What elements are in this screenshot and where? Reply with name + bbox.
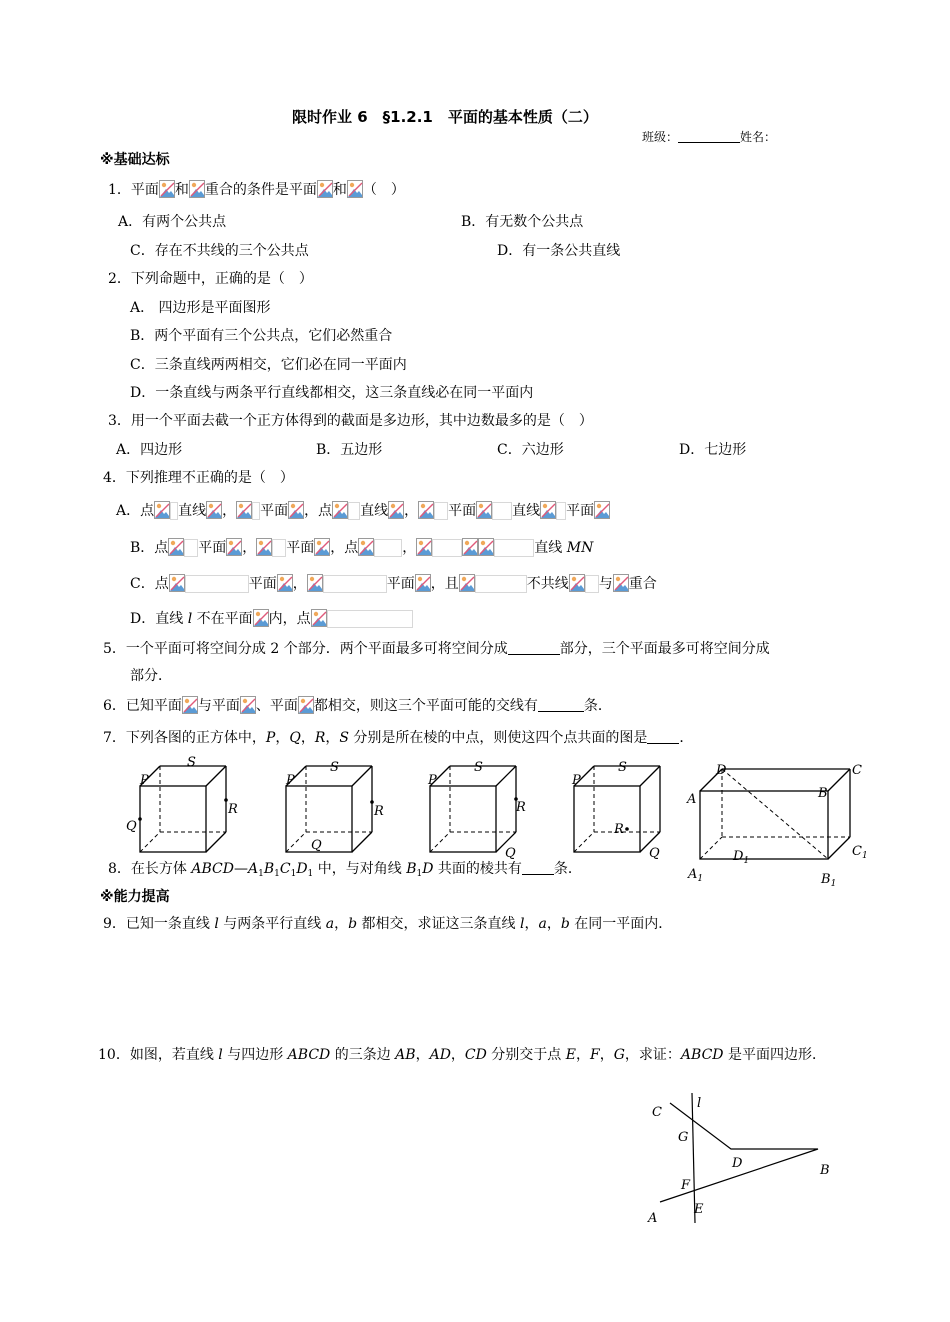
q9-sep: ， xyxy=(546,916,561,932)
q9-text-c: 都相交，求证这三条直线 xyxy=(357,916,520,932)
broken-image-icon xyxy=(253,609,269,627)
q4a-w4: ， xyxy=(304,503,319,519)
q1-option-b[interactable]: B．有无数个公共点 xyxy=(461,214,584,230)
cuboid-label-d1: $D_1$ xyxy=(733,849,750,866)
q7-r: R xyxy=(314,730,326,746)
cube-figure-1 xyxy=(118,752,248,860)
class-label: 班级： xyxy=(642,130,679,144)
q6-text-b: 与平面 xyxy=(197,698,240,714)
broken-image-icon xyxy=(288,501,304,519)
q10-abcd2: ABCD xyxy=(680,1047,724,1063)
cuboid-label-a1: $A_1$ xyxy=(688,867,704,884)
section-basic: ※基础达标 xyxy=(100,152,170,168)
q2-option-c[interactable]: C．三条直线两两相交，它们必在同一平面内 xyxy=(130,357,407,373)
q10-label: F xyxy=(681,1178,691,1193)
q10-sep: ， xyxy=(576,1047,590,1063)
cube-figure-3 xyxy=(408,752,538,860)
cube1-hidden-edge xyxy=(140,832,160,852)
q9-stem xyxy=(103,915,672,933)
cube4-label: S xyxy=(618,760,627,775)
cube3-label: R xyxy=(516,800,526,815)
broken-image-icon xyxy=(478,538,494,556)
broken-image-icon xyxy=(459,574,475,592)
q4b-mn: MN xyxy=(566,540,594,556)
q9-text-d: 在同一平面内． xyxy=(569,916,673,932)
q10-label: A xyxy=(648,1211,658,1226)
q10-text-f: ，求证： xyxy=(624,1047,681,1063)
q10-text-b: 与四边形 xyxy=(222,1047,288,1063)
q1-text-d: 和 xyxy=(332,182,347,198)
q1-stem xyxy=(108,180,405,199)
q6-text-c: 、平面 xyxy=(255,698,298,714)
cube1-label: Q xyxy=(126,819,137,834)
broken-image-icon xyxy=(277,574,293,592)
q10-label: G xyxy=(678,1130,689,1145)
q5-text-b: 部分，三个平面最多可将空间分成 xyxy=(559,641,770,657)
q9-b: b xyxy=(348,916,358,932)
q8-sub: 1 xyxy=(416,869,423,879)
q4b-w6: ， xyxy=(402,540,417,556)
q3-option-b[interactable]: B．五边形 xyxy=(316,442,383,458)
q10-text-c: 的三条边 xyxy=(330,1047,396,1063)
cube4-label: R xyxy=(614,822,624,837)
cube3-label: P xyxy=(428,773,437,788)
q8-d1: D xyxy=(296,861,308,877)
q9-l: l xyxy=(214,916,219,932)
q10-e: E xyxy=(565,1047,576,1063)
q1-text-c: 重合的条件是平面 xyxy=(204,182,317,198)
broken-image-icon xyxy=(314,538,330,556)
name-label: 姓名： xyxy=(740,130,777,144)
section-advanced: ※能力提高 xyxy=(100,889,170,905)
q6-blank[interactable] xyxy=(538,697,584,712)
q3-stem: 3．用一个平面去截一个正方体得到的截面是多边形，其中边数最多的是（ ） xyxy=(108,413,593,429)
q9-a: a xyxy=(325,916,335,932)
q7-text-b: 分别是所在棱的中点，则使这四个点共面的图是 xyxy=(348,730,648,746)
q7-text-c: ． xyxy=(679,730,694,746)
q10-l: l xyxy=(218,1047,223,1063)
q4a-label: A．点 xyxy=(116,503,155,519)
cube4-hidden-edge xyxy=(574,832,594,852)
broken-image-icon xyxy=(169,574,185,592)
q9-b2: b xyxy=(560,916,570,932)
broken-image-icon xyxy=(540,501,556,519)
q1-option-c[interactable]: C．存在不共线的三个公共点 xyxy=(130,243,309,259)
cube1-edge xyxy=(206,766,226,786)
q4b-w7: 直线 xyxy=(534,540,567,556)
q7-sep-1: ， xyxy=(275,730,290,746)
q9-sep: ， xyxy=(334,916,349,932)
cuboid-label-d: D xyxy=(716,763,727,778)
q4a-w8: 平面 xyxy=(448,503,477,519)
q8-sub: 1 xyxy=(258,869,264,879)
broken-image-icon xyxy=(154,501,170,519)
broken-image-icon xyxy=(240,696,256,714)
cube2-edge xyxy=(352,766,372,786)
q7-blank[interactable] xyxy=(647,729,679,744)
q4b-w5: 点 xyxy=(344,540,359,556)
q10-text-a: 10．如图，若直线 xyxy=(98,1047,219,1063)
q6-stem xyxy=(103,696,612,715)
cuboid-hidden-edge xyxy=(700,837,722,859)
q4c-w7: 与 xyxy=(598,576,613,592)
cuboid-label-c1: $C_1$ xyxy=(852,844,868,861)
q8-d-diag: D xyxy=(422,861,434,877)
q6-text-e: 条． xyxy=(583,698,612,714)
q8-text-a: 8．在长方体 xyxy=(108,861,192,877)
q5-text-c: 部分． xyxy=(130,668,172,684)
cube1-edge xyxy=(206,832,226,852)
q8-a1: A xyxy=(247,861,259,877)
q4c-label: C．点 xyxy=(130,576,169,592)
cuboid-diagonal xyxy=(722,769,828,859)
q10-label: B xyxy=(820,1163,830,1178)
cube2-hidden-edge xyxy=(286,832,306,852)
q8-sub: 1 xyxy=(307,869,314,879)
q10-f: F xyxy=(590,1047,600,1063)
q8-text-c: 共面的棱共有 xyxy=(433,861,522,877)
q4a-w9: 直线 xyxy=(512,503,541,519)
q8-b1-diag: B xyxy=(406,861,417,877)
q10-ad: AD xyxy=(429,1047,451,1063)
q7-p: P xyxy=(265,730,276,746)
q4a-w1: 直线 xyxy=(178,503,207,519)
q4b-label: B．点 xyxy=(130,540,169,556)
q10-stem xyxy=(98,1046,826,1064)
q3-option-c[interactable]: C．六边形 xyxy=(497,442,564,458)
q6-text-a: 6．已知平面 xyxy=(103,698,182,714)
broken-image-icon xyxy=(226,538,242,556)
q8-b1: B xyxy=(263,861,275,877)
broken-image-icon xyxy=(594,501,610,519)
q2-option-d[interactable]: D．一条直线与两条平行直线都相交，这三条直线必在同一平面内 xyxy=(130,385,534,401)
broken-image-icon xyxy=(388,501,404,519)
q4a-w2: ， xyxy=(222,503,237,519)
class-blank[interactable] xyxy=(678,128,740,143)
broken-image-icon xyxy=(298,696,314,714)
q4c-w4: ， xyxy=(430,576,445,592)
q7-q: Q xyxy=(289,730,301,746)
broken-image-icon xyxy=(307,574,323,592)
q4a-w7: ， xyxy=(404,503,419,519)
q10-sep: ， xyxy=(599,1047,614,1063)
q4b-w3: 平面 xyxy=(286,540,315,556)
q10-text-d: 分别交于点 xyxy=(486,1047,566,1063)
broken-image-icon xyxy=(256,538,272,556)
broken-image-icon xyxy=(168,538,184,556)
cube3-label: S xyxy=(474,760,483,775)
broken-image-icon xyxy=(311,609,327,627)
broken-image-icon xyxy=(476,501,492,519)
q4-option-d[interactable] xyxy=(130,609,413,628)
q7-stem xyxy=(103,729,693,747)
q10-text-g: 是平面四边形． xyxy=(723,1047,826,1063)
q7-text-a: 7．下列各图的正方体中， xyxy=(103,730,266,746)
broken-image-icon xyxy=(182,696,198,714)
broken-image-icon xyxy=(418,501,434,519)
q4c-w6: 不共线 xyxy=(526,576,569,592)
q3-option-d[interactable]: D．七边形 xyxy=(679,442,747,458)
cube1-label: S xyxy=(187,755,196,770)
q10-g: G xyxy=(613,1047,625,1063)
q10-ab: AB xyxy=(395,1047,416,1063)
cube4-edge xyxy=(640,766,660,786)
q5-line1 xyxy=(103,640,770,658)
q4-stem: 4．下列推理不正确的是（ ） xyxy=(103,470,294,486)
cube3-label: Q xyxy=(505,846,516,860)
q1-option-d[interactable]: D．有一条公共直线 xyxy=(497,243,621,259)
q9-sep: ， xyxy=(524,916,539,932)
q10-label: C xyxy=(652,1105,662,1120)
q9-text-b: 与两条平行直线 xyxy=(218,916,326,932)
q5-line2 xyxy=(130,667,172,685)
q10-label: E xyxy=(694,1202,704,1217)
cuboid-figure xyxy=(682,756,872,888)
cube1-label: P xyxy=(140,773,149,788)
broken-image-icon xyxy=(317,180,333,198)
q4c-w3: 平面 xyxy=(386,576,415,592)
q8-blank[interactable] xyxy=(522,860,554,875)
q8-abcd: ABCD xyxy=(191,861,234,877)
cube2-label: Q xyxy=(311,838,322,853)
broken-image-icon xyxy=(358,538,374,556)
q4a-w10: 平面 xyxy=(566,503,595,519)
broken-image-icon xyxy=(332,501,348,519)
q10-abcd: ABCD xyxy=(287,1047,331,1063)
cube1-point xyxy=(138,817,142,821)
q4-option-a[interactable] xyxy=(116,501,610,520)
broken-image-icon xyxy=(569,574,585,592)
cube2-label: R xyxy=(374,804,384,819)
broken-image-icon xyxy=(416,538,432,556)
class-name-line xyxy=(642,128,776,146)
q4d-l: l xyxy=(187,611,193,627)
cube2-label: P xyxy=(286,773,295,788)
q8-c1: C xyxy=(279,861,291,877)
q10-label: D xyxy=(732,1156,743,1171)
q8-stem xyxy=(108,860,582,883)
q4c-w8: 重合 xyxy=(628,576,657,592)
q4d-w2: 内，点 xyxy=(268,611,311,627)
q8-sub: 1 xyxy=(290,869,297,879)
q8-text-d: 条． xyxy=(553,861,582,877)
q4d-label: D．直线 xyxy=(130,611,184,627)
q10-figure xyxy=(640,1085,840,1235)
broken-image-icon xyxy=(206,501,222,519)
q4c-w1: 平面 xyxy=(248,576,277,592)
cuboid-label-a: A xyxy=(687,792,697,807)
cube4-point xyxy=(625,827,629,831)
q8-text-b: 中，与对角线 xyxy=(313,861,407,877)
q9-l2: l xyxy=(519,916,525,932)
q9-a2: a xyxy=(538,916,547,932)
broken-image-icon xyxy=(189,180,205,198)
q10-label: l xyxy=(697,1096,702,1111)
q1-option-a[interactable]: A．有两个公共点 xyxy=(118,214,227,230)
broken-image-icon xyxy=(159,180,175,198)
q5-blank-1[interactable] xyxy=(508,640,560,655)
q8-sub: 1 xyxy=(274,869,280,879)
q10-sep: ， xyxy=(415,1047,430,1063)
cube-figure-2 xyxy=(264,752,394,860)
broken-image-icon xyxy=(347,180,363,198)
broken-image-icon xyxy=(462,538,478,556)
broken-image-icon xyxy=(613,574,629,592)
q7-s: S xyxy=(339,730,349,746)
cube3-hidden-edge xyxy=(430,832,450,852)
q4a-w6: 直线 xyxy=(360,503,389,519)
cuboid-edge xyxy=(828,769,850,791)
q4d-w1: 不在平面 xyxy=(192,611,253,627)
q4a-w3: 平面 xyxy=(260,503,289,519)
q10-sep: ， xyxy=(450,1047,465,1063)
q2-stem: 2．下列命题中，正确的是（ ） xyxy=(108,271,313,287)
cuboid-label-c: C xyxy=(852,763,862,778)
cube-figure-4 xyxy=(552,752,682,860)
q6-text-d: 都相交，则这三个平面可能的交线有 xyxy=(313,698,538,714)
q9-text-a: 9．已知一条直线 xyxy=(103,916,215,932)
cube4-label: P xyxy=(572,773,581,788)
cuboid-front-face xyxy=(700,791,828,859)
cuboid-label-b1: $B_1$ xyxy=(821,872,837,888)
q4b-w2: ， xyxy=(242,540,257,556)
q4-option-b[interactable] xyxy=(130,538,593,557)
q4b-w4: ， xyxy=(330,540,345,556)
q3-option-a[interactable]: A．四边形 xyxy=(116,442,183,458)
cube4-label: Q xyxy=(649,846,660,860)
cube1-label: R xyxy=(228,802,238,817)
cuboid-edge xyxy=(828,837,850,859)
q4c-w2: ， xyxy=(292,576,307,592)
q7-sep-3: ， xyxy=(325,730,340,746)
page-title: 限时作业 6 §1.2.1 平面的基本性质（二） xyxy=(292,108,598,126)
cube2-label: S xyxy=(330,760,339,775)
q7-sep-2: ， xyxy=(300,730,315,746)
q4c-w5: 且 xyxy=(444,576,459,592)
q8-dash: — xyxy=(233,861,248,877)
q5-text-a: 5．一个平面可将空间分成 2 个部分．两个平面最多可将空间分成 xyxy=(103,641,508,657)
broken-image-icon xyxy=(236,501,252,519)
cuboid-label-b: B xyxy=(818,786,828,801)
q4a-w5: 点 xyxy=(318,503,333,519)
cube2-edge xyxy=(352,832,372,852)
q4-option-c[interactable] xyxy=(130,574,657,593)
q10-cd: CD xyxy=(464,1047,487,1063)
q1-text-a: 1．平面 xyxy=(108,182,159,198)
q2-option-b[interactable]: B．两个平面有三个公共点，它们必然重合 xyxy=(130,328,393,344)
q2-option-a[interactable]: A． 四边形是平面图形 xyxy=(130,300,271,316)
broken-image-icon xyxy=(415,574,431,592)
q4b-w1: 平面 xyxy=(198,540,227,556)
q1-text-e: （ ） xyxy=(362,182,405,198)
cube3-edge xyxy=(496,766,516,786)
q1-text-b: 和 xyxy=(174,182,189,198)
